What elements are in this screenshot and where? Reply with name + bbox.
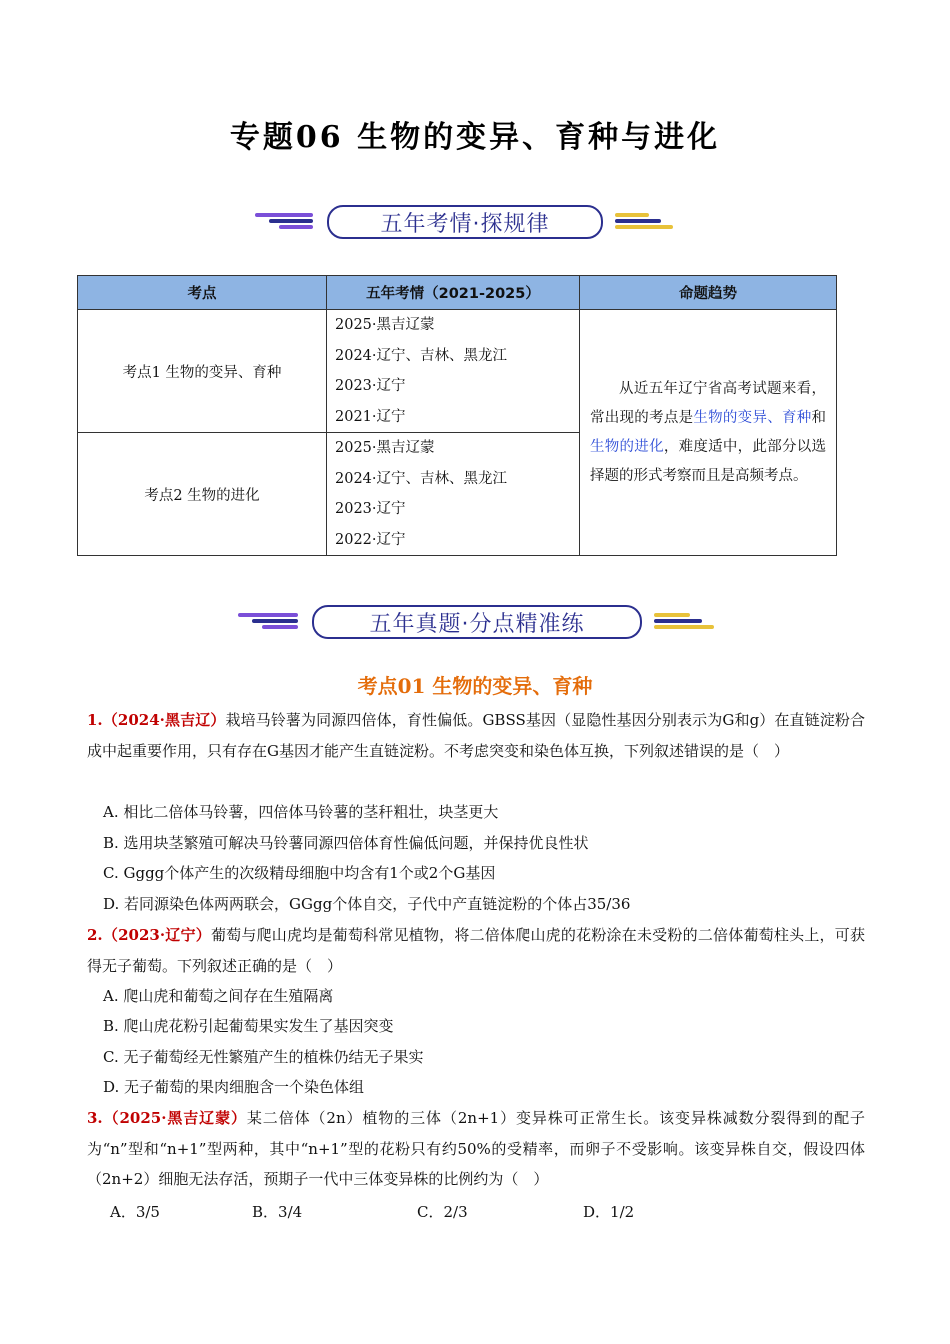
year-entry: 2023·辽宁	[335, 501, 406, 517]
section-heading: 考点01 生物的变异、育种	[357, 674, 593, 698]
question-source: （2023·辽宁）	[102, 926, 211, 944]
year-entry: 2023·辽宁	[335, 378, 406, 394]
question-number: 2.	[87, 926, 103, 944]
question-stem: 某二倍体（2n）植物的三体（2n+1）变异株可正常生长。该变异株减数分裂得到的配子为“n”型和“n+1”型两种，其中“n+1”型的花粉只有约50%的受精率，而卵子不受影响。该变异株自交，假设四体（2n+2）细胞无法存活，预期子一代中三体变异株的比例约为（ ）	[87, 1109, 865, 1188]
option-c: C．2/3	[417, 1203, 468, 1221]
header-years: 五年考情（2021-2025）	[327, 276, 580, 310]
trend-text: ，难度适中，此部分以选择题的形式考察而且是高频考点。	[590, 438, 827, 484]
section-banner-practice	[238, 605, 718, 641]
year-entry: 2022·辽宁	[335, 531, 406, 548]
question-3	[87, 1103, 865, 1195]
option-b: B．3/4	[252, 1203, 303, 1221]
option-c: C. 无子葡萄经无性繁殖产生的植株仍结无子果实	[103, 1048, 424, 1066]
table-row	[78, 310, 837, 433]
question-1	[87, 705, 865, 766]
option-a: A. 爬山虎和葡萄之间存在生殖隔离	[103, 987, 334, 1005]
option-b: B. 爬山虎花粉引起葡萄果实发生了基因突变	[103, 1017, 394, 1035]
question-source: （2024·黑吉辽）	[102, 711, 226, 729]
year-entry: 2025·黑吉辽蒙	[335, 440, 435, 456]
question-stem: 葡萄与爬山虎均是葡萄科常见植物，将二倍体爬山虎的花粉涂在未受粉的二倍体葡萄柱头上，可获得无子葡萄。下列叙述正确的是（ ）	[87, 926, 865, 975]
trend-text: 和	[811, 409, 827, 426]
option-d: D. 若同源染色体两两联会，GGgg个体自交，子代中产直链淀粉的个体占35/36	[103, 895, 631, 913]
question-2	[87, 920, 865, 981]
years-cell	[327, 433, 580, 556]
question-source: （2025·黑吉辽蒙）	[102, 1109, 247, 1127]
option-c: C. Gggg个体产生的次级精母细胞中均含有1个或2个G基因	[103, 864, 496, 882]
option-a: A. 相比二倍体马铃薯，四倍体马铃薯的茎秆粗壮，块茎更大	[103, 803, 499, 821]
question-number: 3.	[87, 1109, 103, 1127]
option-d: D. 无子葡萄的果肉细胞含一个染色体组	[103, 1078, 365, 1096]
question-stem: 栽培马铃薯为同源四倍体，育性偏低。GBSS基因（显隐性基因分别表示为G和g）在直链淀粉合成中起重要作用，只有存在G基因才能产生直链淀粉。不考虑突变和染色体互换，下列叙述错误的是（ ）	[87, 711, 865, 760]
trend-cell	[580, 310, 837, 556]
point-cell: 考点1 生物的变异、育种	[78, 310, 327, 433]
year-entry: 2021·辽宁	[335, 408, 406, 425]
trend-highlight: 生物的进化	[590, 438, 664, 455]
point-cell: 考点2 生物的进化	[78, 433, 327, 556]
exam-overview-table	[77, 275, 837, 556]
years-cell	[327, 310, 580, 433]
trend-text: 从近五年辽宁省高考试题来看，常出现的考点是	[590, 380, 826, 426]
option-a: A．3/5	[110, 1203, 160, 1221]
banner-label: 五年考情·探规律	[327, 205, 603, 239]
header-trend: 命题趋势	[580, 276, 837, 310]
document-title: 专题06 生物的变异、育种与进化	[229, 120, 721, 155]
option-d: D．1/2	[583, 1203, 635, 1221]
trend-highlight: 生物的变异、育种	[693, 409, 812, 426]
year-entry: 2024·辽宁、吉林、黑龙江	[335, 470, 508, 487]
year-entry: 2025·黑吉辽蒙	[335, 317, 435, 333]
question-number: 1.	[87, 711, 103, 729]
option-b: B. 选用块茎繁殖可解决马铃薯同源四倍体育性偏低问题，并保持优良性状	[103, 834, 589, 852]
section-banner-exam-history	[255, 205, 680, 241]
year-entry: 2024·辽宁、吉林、黑龙江	[335, 347, 508, 364]
header-point: 考点	[78, 276, 327, 310]
table-header-row	[78, 276, 837, 310]
banner-label: 五年真题·分点精准练	[312, 605, 642, 639]
